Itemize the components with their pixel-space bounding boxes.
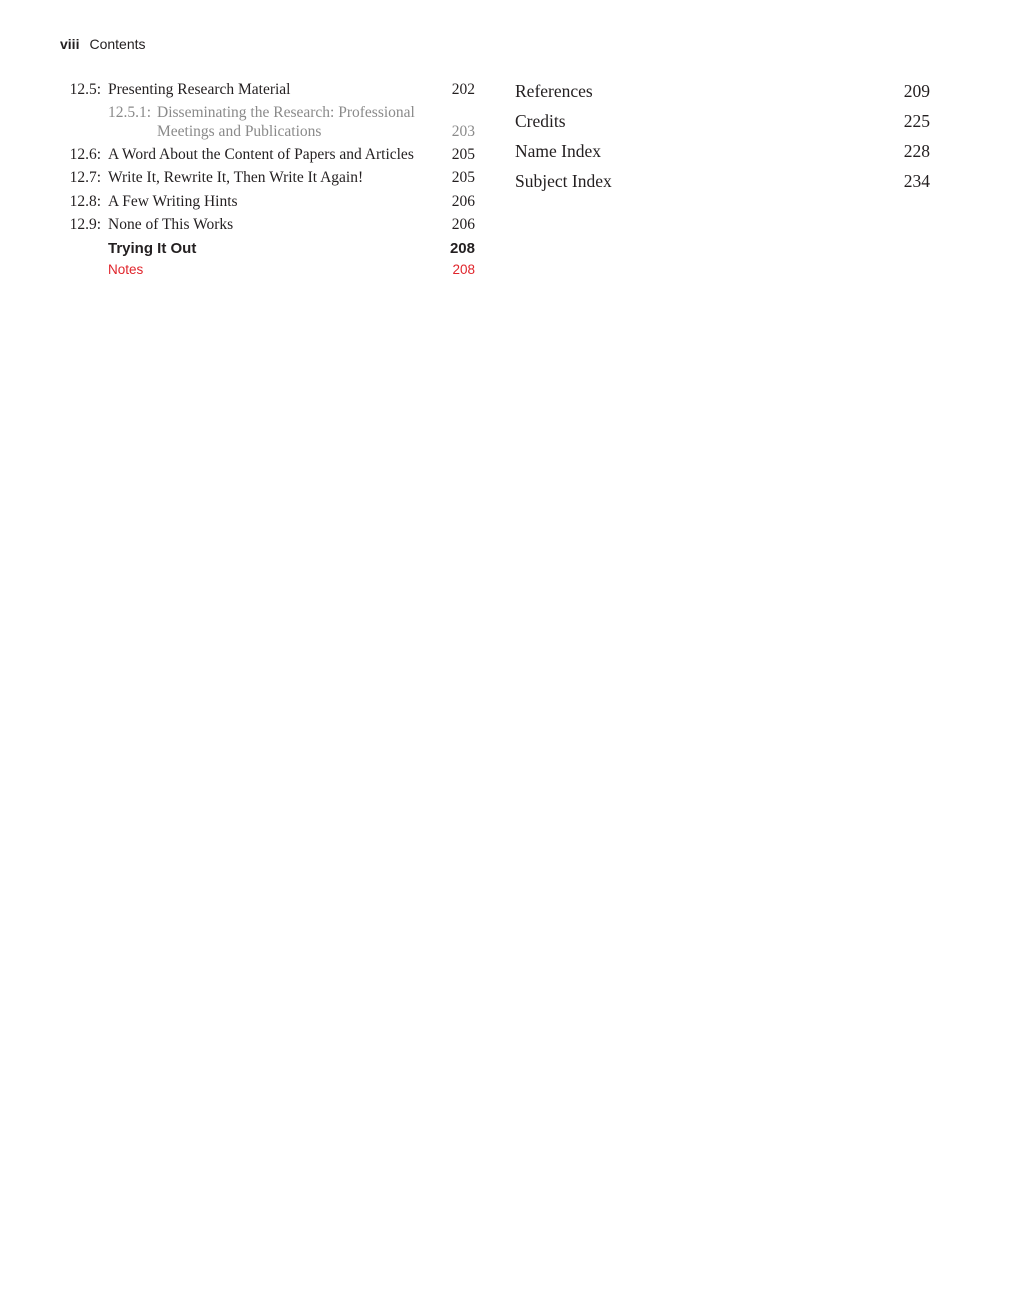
toc-entry-12-5[interactable] — [60, 80, 475, 99]
toc-entry-notes[interactable] — [60, 260, 475, 279]
toc-entry-page: 228 — [903, 141, 930, 161]
toc-entry-title: Credits — [515, 111, 566, 131]
toc-entry-page: 206 — [451, 216, 475, 233]
page-folio: viii — [60, 36, 80, 52]
toc-entry-page: 205 — [451, 145, 475, 163]
toc-entry-number: 12.8: — [69, 192, 101, 210]
toc-entry-page: 209 — [903, 81, 930, 101]
toc-entry-12-9[interactable] — [60, 215, 475, 234]
toc-entry-12-6[interactable] — [60, 145, 475, 164]
toc-entry-title: Name Index — [515, 141, 602, 161]
toc-subentry-12-5-1[interactable] — [60, 103, 475, 141]
toc-entry-number: 12.5: — [69, 81, 101, 98]
toc-entry-page: 205 — [451, 169, 475, 186]
toc-entry-title: None of This Works — [108, 216, 234, 233]
toc-entry-page: 206 — [451, 192, 475, 210]
toc-entry-page: 234 — [903, 171, 930, 191]
toc-entry-title: Trying It Out — [108, 239, 197, 257]
running-head — [60, 36, 146, 52]
toc-entry-title: A Word About the Content of Papers and Articles — [108, 145, 414, 163]
toc-entry-title: Notes — [108, 261, 144, 277]
toc-entry-page: 225 — [903, 111, 930, 131]
toc-entry-number: 12.6: — [69, 145, 101, 163]
toc-left-column — [60, 80, 475, 279]
toc-entry-name-index[interactable] — [515, 140, 930, 162]
toc-subentry-number: 12.5.1: — [108, 103, 152, 121]
toc-entry-number: 12.9: — [69, 216, 101, 233]
toc-entry-subject-index[interactable] — [515, 170, 930, 192]
toc-entry-number: 12.7: — [69, 169, 101, 186]
toc-entry-12-7[interactable] — [60, 168, 475, 187]
toc-entry-title: Write It, Rewrite It, Then Write It Again! — [108, 169, 364, 186]
toc-entry-title: A Few Writing Hints — [108, 192, 238, 210]
toc-subentry-title: Disseminating the Research: Professional Meetings and Publications — [157, 103, 415, 140]
toc-entry-title: References — [515, 81, 593, 101]
toc-entry-page: 208 — [449, 239, 475, 257]
toc-right-column — [515, 80, 930, 200]
toc-entry-page: 202 — [451, 81, 475, 98]
toc-entry-12-8[interactable] — [60, 192, 475, 211]
toc-entry-title: Subject Index — [515, 171, 612, 191]
running-head-title: Contents — [89, 36, 146, 52]
toc-entry-page: 208 — [452, 261, 475, 277]
toc-subentry-page: 203 — [451, 122, 475, 140]
toc-entry-credits[interactable] — [515, 110, 930, 132]
toc-entry-trying-it-out[interactable] — [60, 239, 475, 258]
toc-entry-references[interactable] — [515, 80, 930, 102]
toc-entry-title: Presenting Research Material — [108, 81, 291, 98]
